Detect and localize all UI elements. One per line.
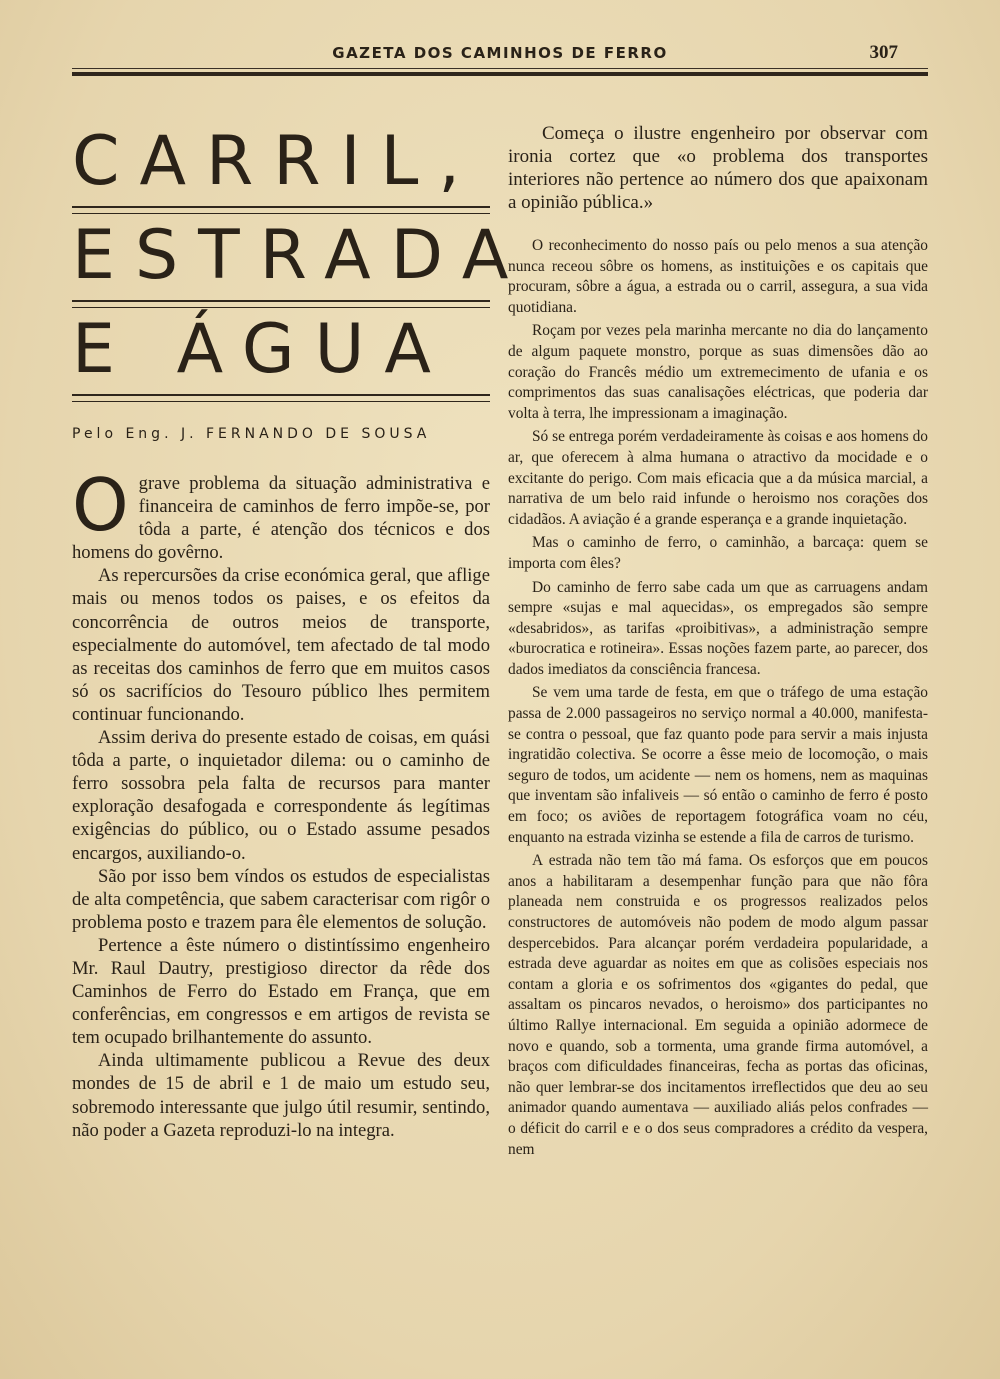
- paragraph: Assim deriva do presente estado de coisas, em quási tôda a parte, o inquietador dilema: ou o caminho de ferro sossobra pela falta de recursos para manter exploração desafogada e correspondente ás legítimas exigências do público, ou o Estado assume pesados encargos, auxiliando-o.: [72, 727, 490, 864]
- paragraph: Ainda ultimamente publicou a Revue des deux mondes de 15 de abril e 1 de maio um estudo seu, sobremodo interessante que julgo útil resumir, sentindo, não poder a Gazeta reproduzi-lo na integra.: [72, 1050, 490, 1141]
- journal-title: GAZETA DOS CAMINHOS DE FERRO: [332, 44, 668, 62]
- paragraph: Se vem uma tarde de festa, em que o tráfego de uma estação passa de 2.000 passageiros no serviço normal a 40.000, manifesta-se contra o pessoal, que faz quanto pode para servir a mais injusta ingratidão colectiva. Se ocorre a êsse meio de locomoção, o mais seguro de todos, um acidente — nem os homens, nem as maquinas que inventam são infaliveis — só então o caminho de ferro é posto em foco; os aviões de reportagem fotográfica voam no céu, enquanto na estrada vizinha se estende a fila de carros de turismo.: [508, 684, 928, 846]
- article-title: [72, 120, 529, 408]
- right-body: [508, 236, 928, 1160]
- paragraph: Do caminho de ferro sabe cada um que as carruagens andam sempre «sujas e mal aquecidas», os empregados são sempre «desabridos», as tarifas «proibitivas», a administração sempre «burocratica e rotineira». Essas noções fazem parte, ao parecer, dos dados imediatos da consciência francesa.: [508, 578, 928, 678]
- paragraph: Ograve problema da situação administrativa e financeira de caminhos de ferro impõe-se, por tôda a parte, é atenção dos técnicos e dos homens do govêrno.: [72, 463, 490, 564]
- page-header: [72, 40, 928, 80]
- drop-cap: O: [72, 463, 129, 547]
- title-line-3: E ÁGUA: [72, 310, 451, 389]
- paragraph: Só se entrega porém verdadeiramente às coisas e aos homens do ar, que oferecem à alma humana o atractivo da mocidade e o excitante do perigo. Com mais eficacia que a da música marcial, a narrativa de um belo raid infunde o heroismo nos corações dos cidadãos. A aviação é a grande esperança e a grande inquietação.: [508, 428, 928, 528]
- intro-paragraph: Começa o ilustre engenheiro por observar com ironia cortez que «o problema dos transportes interiores não pertence ao número dos que apaixonam a opinião pública.»: [508, 123, 928, 213]
- left-column: [72, 120, 529, 1142]
- title-rule: [72, 300, 490, 302]
- title-line-1: CARRIL,: [72, 122, 481, 201]
- right-column: [508, 122, 928, 1163]
- title-rule: [72, 394, 490, 396]
- paragraph: Pertence a êste número o distintíssimo engenheiro Mr. Raul Dautry, prestigioso director da rêde dos Caminhos de Ferro do Estado em França, que em conferências, em congressos e em artigos de revista se tem ocupado brilhantemente do assunto.: [72, 934, 490, 1049]
- header-rule-thick: [72, 72, 928, 76]
- header-rule-thin: [72, 68, 928, 69]
- paragraph: São por isso bem víndos os estudos de especialistas de alta competência, que sabem caracterisar com rigôr o problema posto e trazem para êle elementos de solução.: [72, 865, 490, 933]
- paragraph: As repercursões da crise económica geral, que aflige mais ou menos todos os paises, e os efeitos da concorrência de outros meios de transporte, especialmente do automóvel, tem afectado de tal modo as receitas dos caminhos de ferro que em muitos casos só os sacrifícios do Tesouro público lhes permitem continuar funcionando.: [72, 565, 490, 725]
- author-byline: Pelo Eng. J. FERNANDO DE SOUSA: [72, 426, 431, 442]
- left-body: [72, 463, 490, 1142]
- title-rule: [72, 206, 490, 208]
- paragraph: A estrada não tem tão má fama. Os esforços que em poucos anos a habilitaram a desempenhar função para que não fôra planeada nem construida e os progressos realizados pelos constructores de automóveis não podem de modo algum passar despercebidos. Para alcançar porém verdadeira popularidade, a estrada deve aguardar as noites em que as colisões especiais nos contam a gloria e os sofrimentos dos «gigantes do pedal, que assaltam os pincaros nevados, o heroismo» dos participantes no último Rallye internacional. Em seguida a opinião adormece de novo e quando, sob a tormenta, uma grande firma automóvel, a braços com dificuldades financeiras, fecha as portas das oficinas, não quer lembrar-se dos incitamentos irreflectidos que deu ao seu animador quando aumentava — auxiliado aliás pelos confrades — o déficit do carril e e o dos seus compradores a crédito da vespera, nem: [508, 852, 928, 1158]
- title-line-2: ESTRADA: [72, 216, 529, 295]
- paragraph: Mas o caminho de ferro, o caminhão, a barcaça: quem se importa com êles?: [508, 534, 928, 572]
- paragraph: Roçam por vezes pela marinha mercante no dia do lançamento de algum paquete monstro, porque as suas dimensões dão ao coração do Francês médio um extremecimento de ufania e os comprimentos das suas canalisações eléctricas, que poderia dar volta à terra, lhe impressionam a imaginação.: [508, 322, 928, 422]
- paragraph: O reconhecimento do nosso país ou pelo menos a sua atenção nunca receou sôbre os homens, as instituições e os capitais que procuram, sôbre a água, a estrada ou o carril, assegura, a sua vida quotidiana.: [508, 237, 928, 316]
- title-rule: [72, 401, 490, 402]
- page-number: 307: [869, 42, 898, 63]
